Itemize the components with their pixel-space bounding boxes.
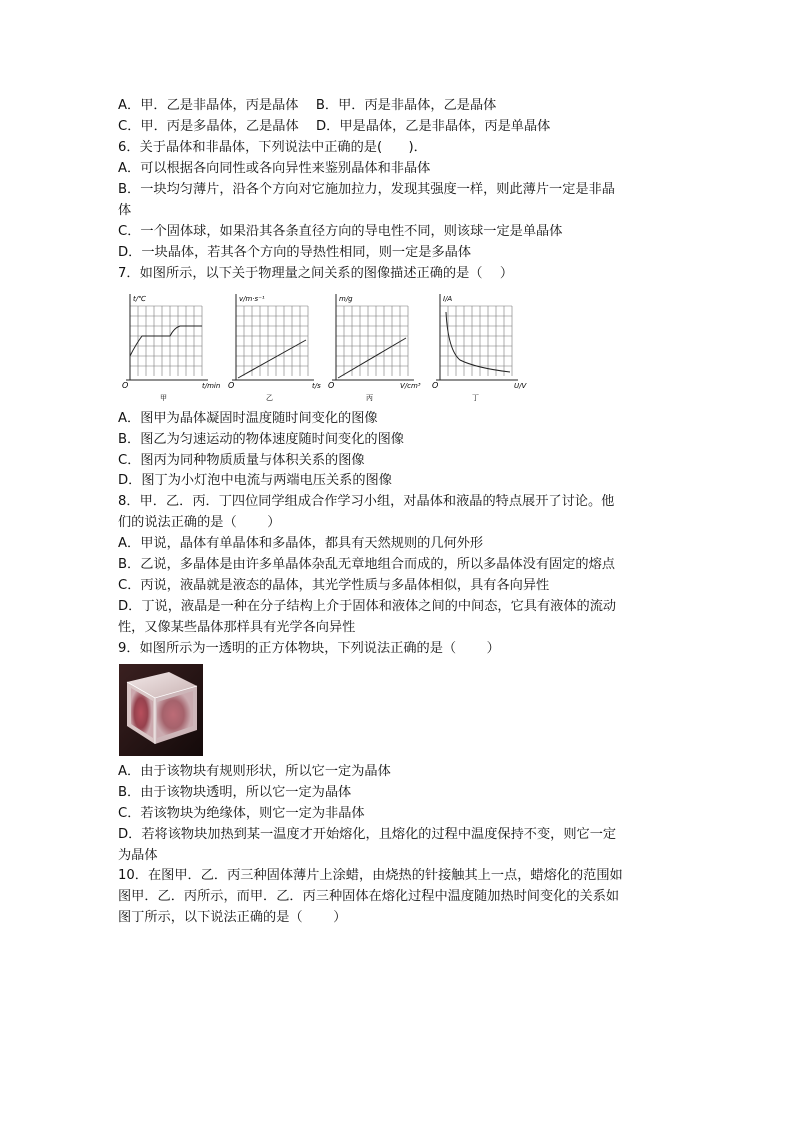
q6-option-d: D．一块晶体，若其各个方向的导热性相同，则一定是多晶体 [118,245,472,260]
graph-bing [322,288,432,404]
q5-options-ab: A．甲．乙是非晶体，丙是晶体 B．甲．丙是非晶体，乙是晶体 [118,98,497,113]
graph-bing-caption: 丙 [366,394,373,402]
q9-option-b: B．由于该物块透明，所以它一定为晶体 [118,785,352,800]
q6-option-c: C．一个固体球，如果沿其各条直径方向的导电性不同，则该球一定是单晶体 [118,224,563,239]
q7-option-b: B．图乙为匀速运动的物体速度随时间变化的图像 [118,432,404,447]
q8-option-d: D．丁说，液晶是一种在分子结构上介于固体和液体之间的中间态，它具有液体的流动 [118,599,617,614]
q8-option-d-cont: 性，又像某些晶体那样具有光学各向异性 [118,620,356,635]
graph-yi [222,288,335,404]
q9-option-d-cont: 为晶体 [118,848,158,863]
q5-options-cd: C．甲．丙是多晶体，乙是晶体 D．甲是晶体，乙是非晶体，丙是单晶体 [118,119,551,134]
q8-option-a: A．甲说，晶体有单晶体和多晶体，都具有天然规则的几何外形 [118,536,484,551]
q8-option-b: B．乙说，多晶体是由许多单晶体杂乱无章地组合而成的，所以多晶体没有固定的熔点 [118,557,615,572]
q8-option-c: C．丙说，液晶就是液态的晶体，其光学性质与多晶体相似，具有各向异性 [118,578,550,593]
q6-option-b-cont: 体 [118,203,132,218]
q7-option-a: A．图甲为晶体凝固时温度随时间变化的图像 [118,411,378,426]
graph-jia-ylabel: t/℃ [133,295,146,303]
graph-ding-curve [446,312,510,372]
graph-ding-caption: 丁 [472,394,479,402]
q10-stem: 10．在图甲．乙．丙三种固体薄片上涂蜡，由烧热的针接触其上一点，蜡熔化的范围如 [118,868,623,883]
q8-stem-cont: 们的说法正确的是（ ） [118,515,281,530]
q8-stem: 8．甲．乙．丙．丁四位同学组成合作学习小组，对晶体和液晶的特点展开了讨论。他 [118,494,615,509]
graph-yi-caption: 乙 [266,394,273,402]
transparent-cube-photo [119,664,203,756]
graph-jia-curve [130,326,202,356]
q7-option-c: C．图丙为同种物质质量与体积关系的图像 [118,453,365,468]
graph-jia-caption: 甲 [160,394,167,402]
graph-yi-ylabel: v/m·s⁻¹ [239,295,265,303]
graph-jia-origin: O [122,381,129,390]
q7-stem: 7．如图所示，以下关于物理量之间关系的图像描述正确的是（ ） [118,266,514,281]
graph-bing-line [338,338,406,378]
q9-option-c: C．若该物块为绝缘体，则它一定为非晶体 [118,806,365,821]
graph-jia [116,288,226,404]
graph-yi-origin: O [228,381,235,390]
q9-option-a: A．由于该物块有规则形状，所以它一定为晶体 [118,764,391,779]
q6-option-a: A．可以根据各向同性或各向异性来鉴别晶体和非晶体 [118,161,431,176]
graph-bing-origin: O [328,381,335,390]
q10-stem-line3: 图丁所示，以下说法正确的是（ ） [118,910,347,925]
graph-yi-xlabel: t/s [312,382,321,390]
graph-ding-ylabel: I/A [443,295,453,303]
graph-bing-ylabel: m/g [339,295,353,303]
q10-stem-line2: 图甲．乙．丙所示，而甲．乙．丙三种固体在熔化过程中温度随加热时间变化的关系如 [118,889,620,904]
q9-stem: 9．如图所示为一透明的正方体物块，下列说法正确的是（ ） [118,641,500,656]
graph-ding [426,288,536,404]
graph-jia-xlabel: t/min [202,382,221,390]
q6-option-b: B．一块均匀薄片，沿各个方向对它施加拉力，发现其强度一样，则此薄片一定是非晶 [118,182,615,197]
q9-option-d: D．若将该物块加热到某一温度才开始熔化，且熔化的过程中温度保持不变，则它一定 [118,827,617,842]
q7-option-d: D．图丁为小灯泡中电流与两端电压关系的图像 [118,473,392,488]
graph-bing-xlabel: V/cm³ [400,382,421,390]
q6-stem: 6．关于晶体和非晶体，下列说法中正确的是( )． [118,140,427,155]
graph-ding-xlabel: U/V [514,382,527,390]
graph-ding-origin: O [432,381,439,390]
